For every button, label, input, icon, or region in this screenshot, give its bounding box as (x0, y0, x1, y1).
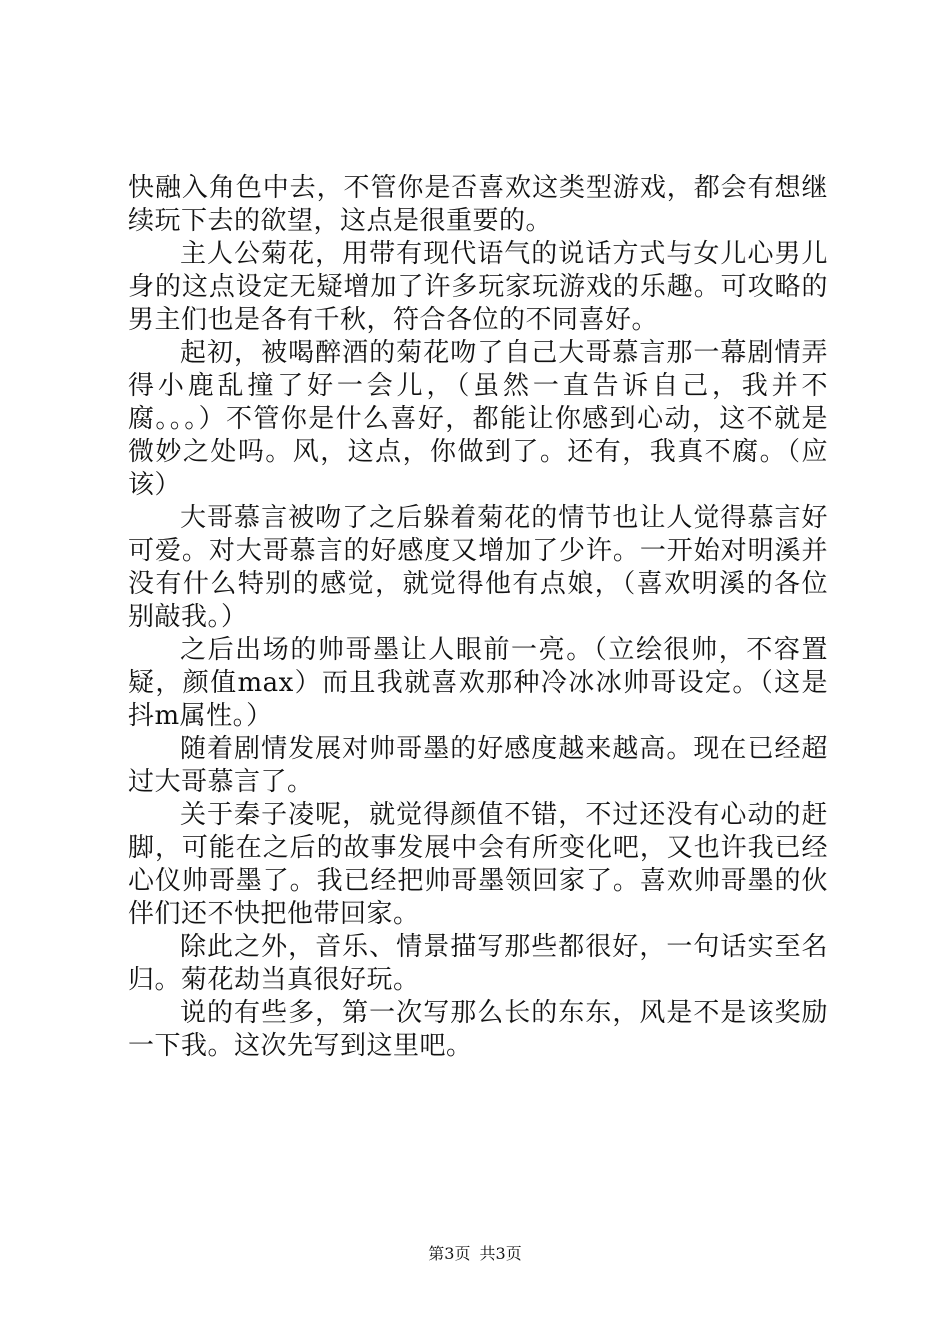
paragraph-4: 大哥慕言被吻了之后躲着菊花的情节也让人觉得慕言好可爱。对大哥慕言的好感度又增加了少许。一开始对明溪并没有什么特别的感觉，就觉得他有点娘，（喜欢明溪的各位别敲我。） (128, 503, 828, 632)
paragraph-1: 快融入角色中去，不管你是否喜欢这类型游戏，都会有想继续玩下去的欲望，这点是很重要的。 (128, 173, 828, 236)
paragraph-5: 之后出场的帅哥墨让人眼前一亮。（立绘很帅，不容置疑，颜值max）而且我就喜欢那种冷冰冰帅哥设定。（这是抖m属性。） (128, 635, 828, 731)
document-body (128, 172, 828, 1063)
page-total: 共3页 (479, 1244, 522, 1263)
paragraph-8: 除此之外，音乐、情景描写那些都很好，一句话实至名归。菊花劫当真很好玩。 (128, 932, 828, 995)
paragraph-7: 关于秦子凌呢，就觉得颜值不错，不过还没有心动的赶脚，可能在之后的故事发展中会有所变化吧，又也许我已经心仪帅哥墨了。我已经把帅哥墨领回家了。喜欢帅哥墨的伙伴们还不快把他带回家。 (128, 800, 828, 929)
page-footer (0, 1244, 950, 1264)
page-number: 第3页 (428, 1244, 471, 1263)
paragraph-9: 说的有些多，第一次写那么长的东东，风是不是该奖励一下我。这次先写到这里吧。 (128, 998, 828, 1061)
paragraph-2: 主人公菊花，用带有现代语气的说话方式与女儿心男儿身的这点设定无疑增加了许多玩家玩游戏的乐趣。可攻略的男主们也是各有千秋，符合各位的不同喜好。 (128, 239, 828, 335)
paragraph-3: 起初，被喝醉酒的菊花吻了自己大哥慕言那一幕剧情弄得小鹿乱撞了好一会儿，（虽然一直告诉自己，我并不腐。。。）不管你是什么喜好，都能让你感到心动，这不就是微妙之处吗。风，这点，你做到了。还有，我真不腐。（应该） (128, 338, 828, 500)
paragraph-6: 随着剧情发展对帅哥墨的好感度越来越高。现在已经超过大哥慕言了。 (128, 734, 828, 797)
